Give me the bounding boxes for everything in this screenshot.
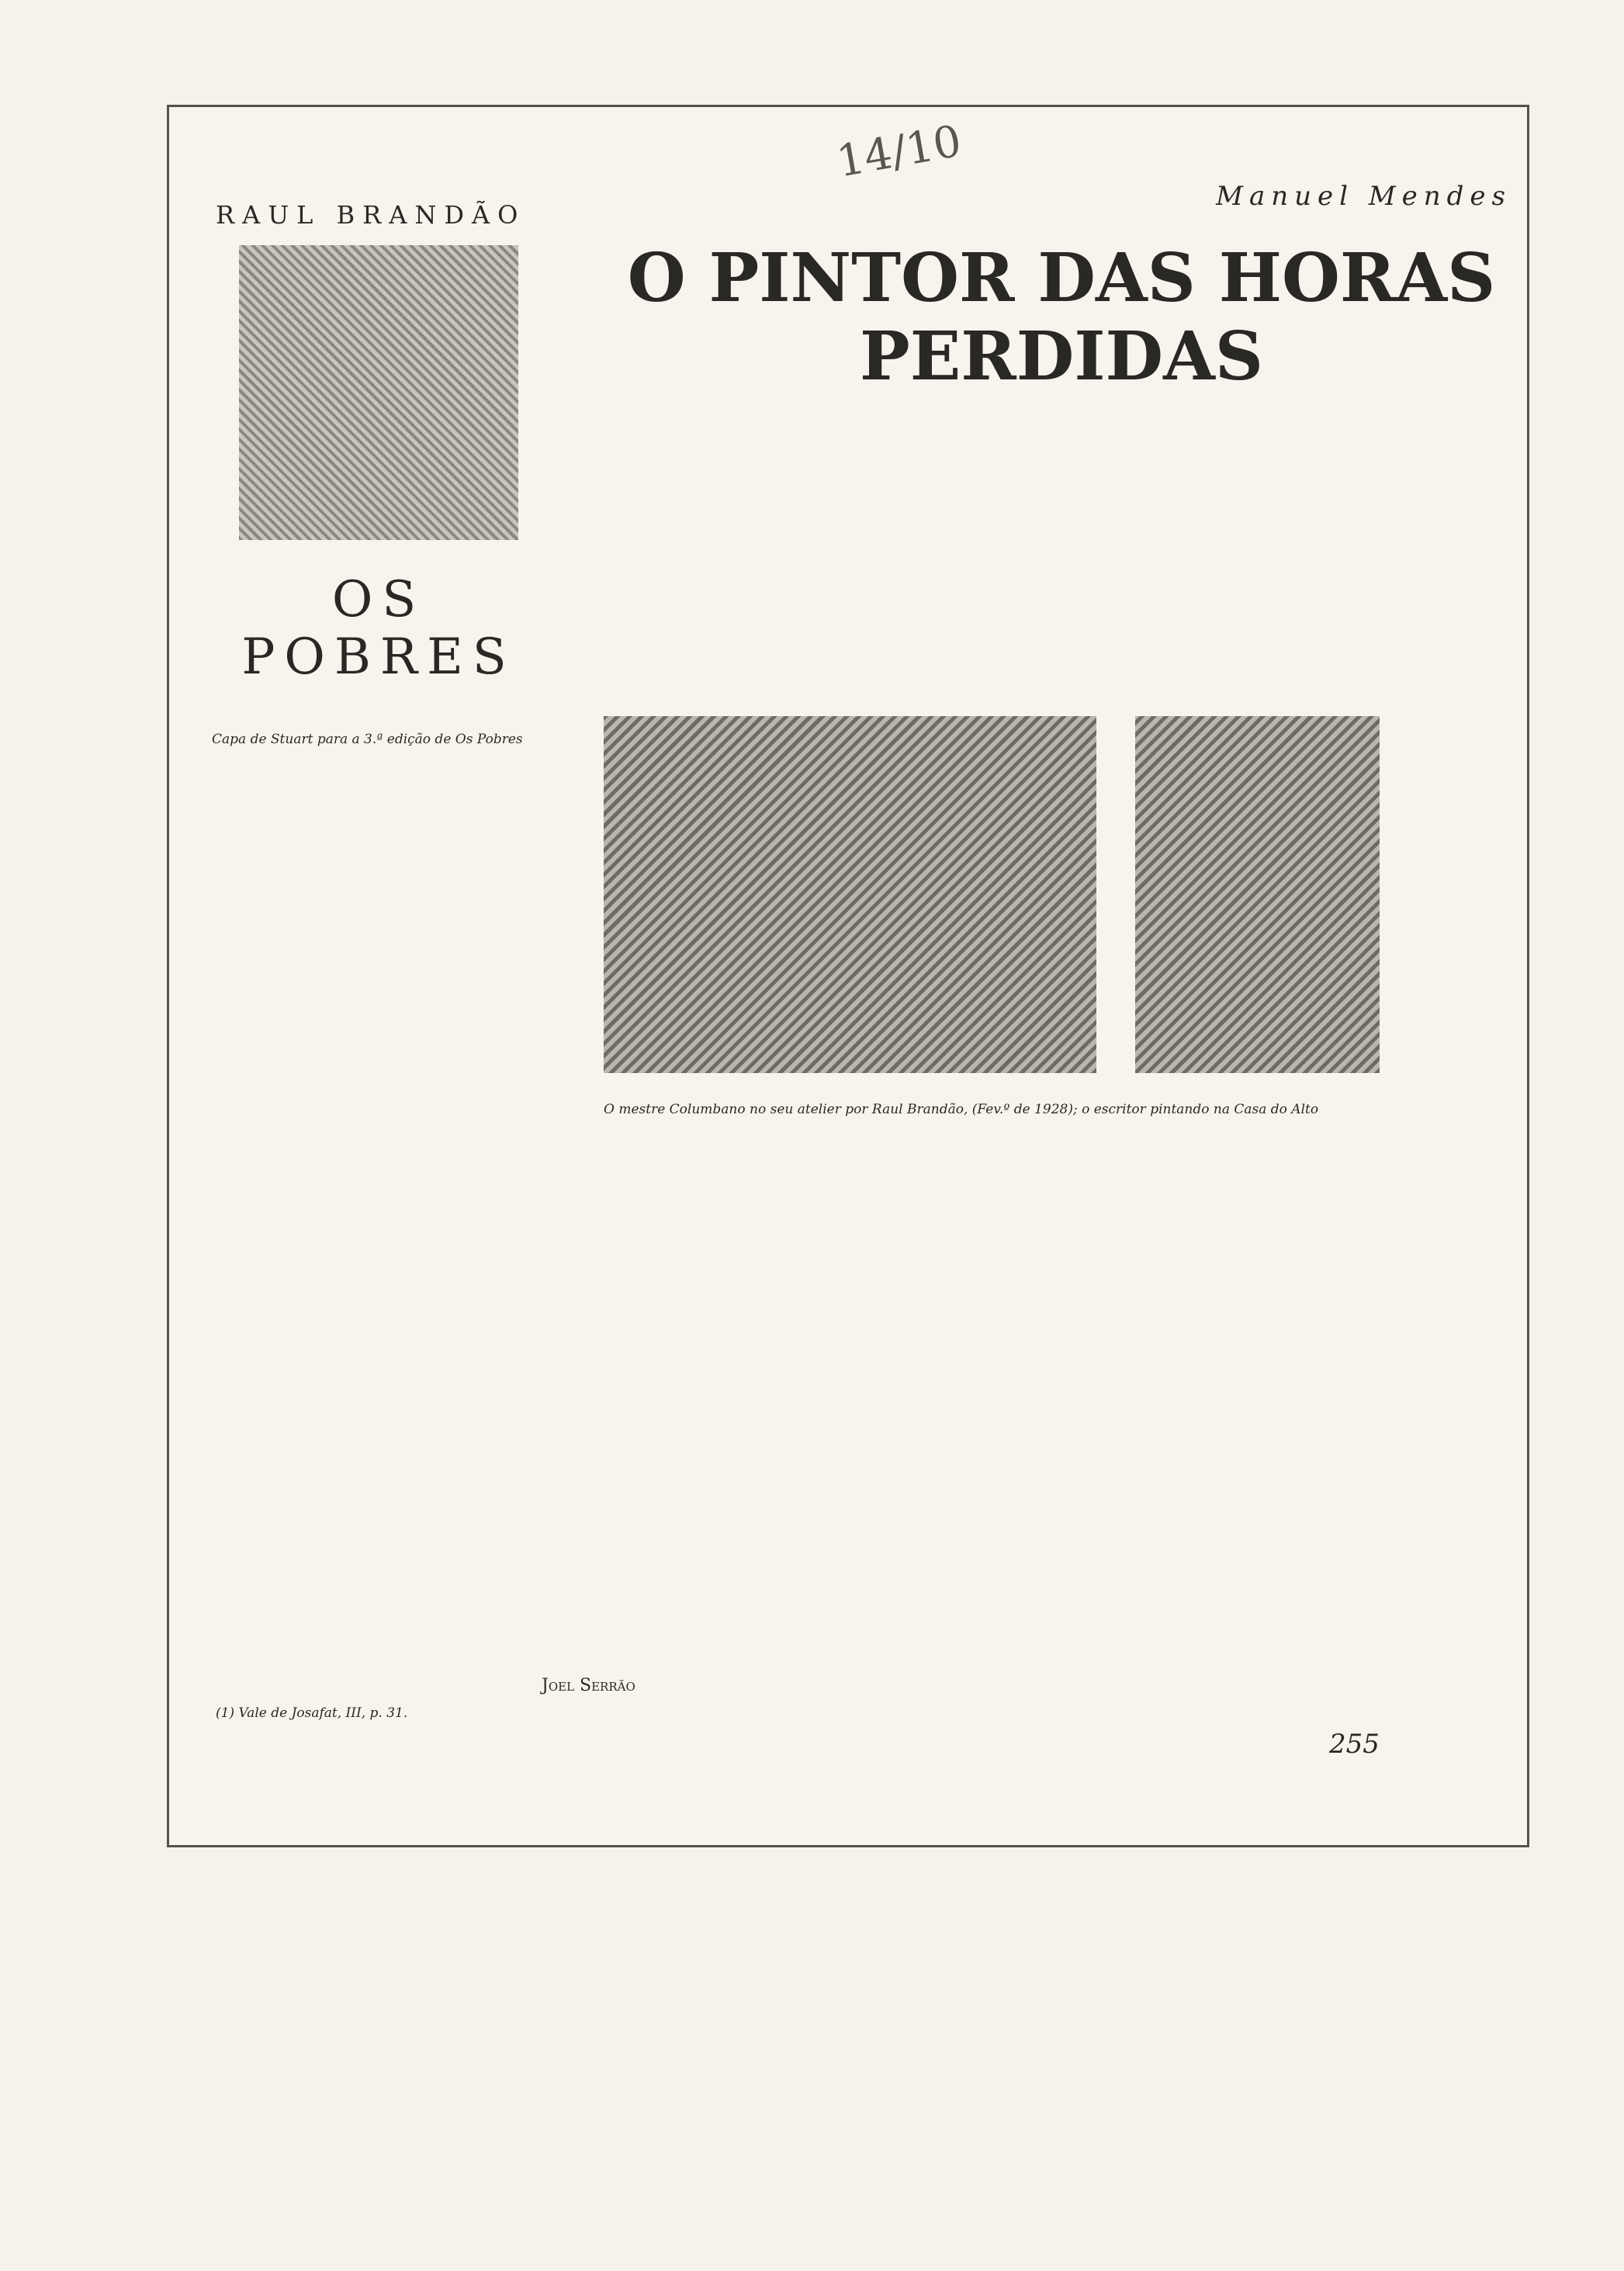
photo-atelier [604, 716, 1096, 1073]
photo-caption: O mestre Columbano no seu atelier por Raul Brandão, (Fev.º de 1928); o escritor pintando na Casa do Alto [604, 1102, 1319, 1117]
photo-writer-painting [1135, 716, 1380, 1073]
signature: Joel Serrão [542, 1676, 635, 1695]
book-cover [216, 200, 542, 697]
footnote: (1) Vale de Josafat, III, p. 31. [216, 1705, 408, 1721]
cover-illustration [239, 245, 518, 540]
headline: O PINTOR DAS HORAS PERDIDAS [627, 239, 1496, 396]
cover-title: OS POBRES [241, 571, 516, 686]
magazine-page [167, 105, 1529, 1847]
byline: Manuel Mendes [1216, 181, 1511, 212]
cover-caption: Capa de Stuart para a 3.ª edição de Os Pobres [212, 732, 523, 747]
cover-author: RAUL BRANDÃO [216, 200, 526, 230]
page-number: 255 [1329, 1729, 1380, 1760]
handwritten-stamp: 14/10 [833, 116, 965, 188]
